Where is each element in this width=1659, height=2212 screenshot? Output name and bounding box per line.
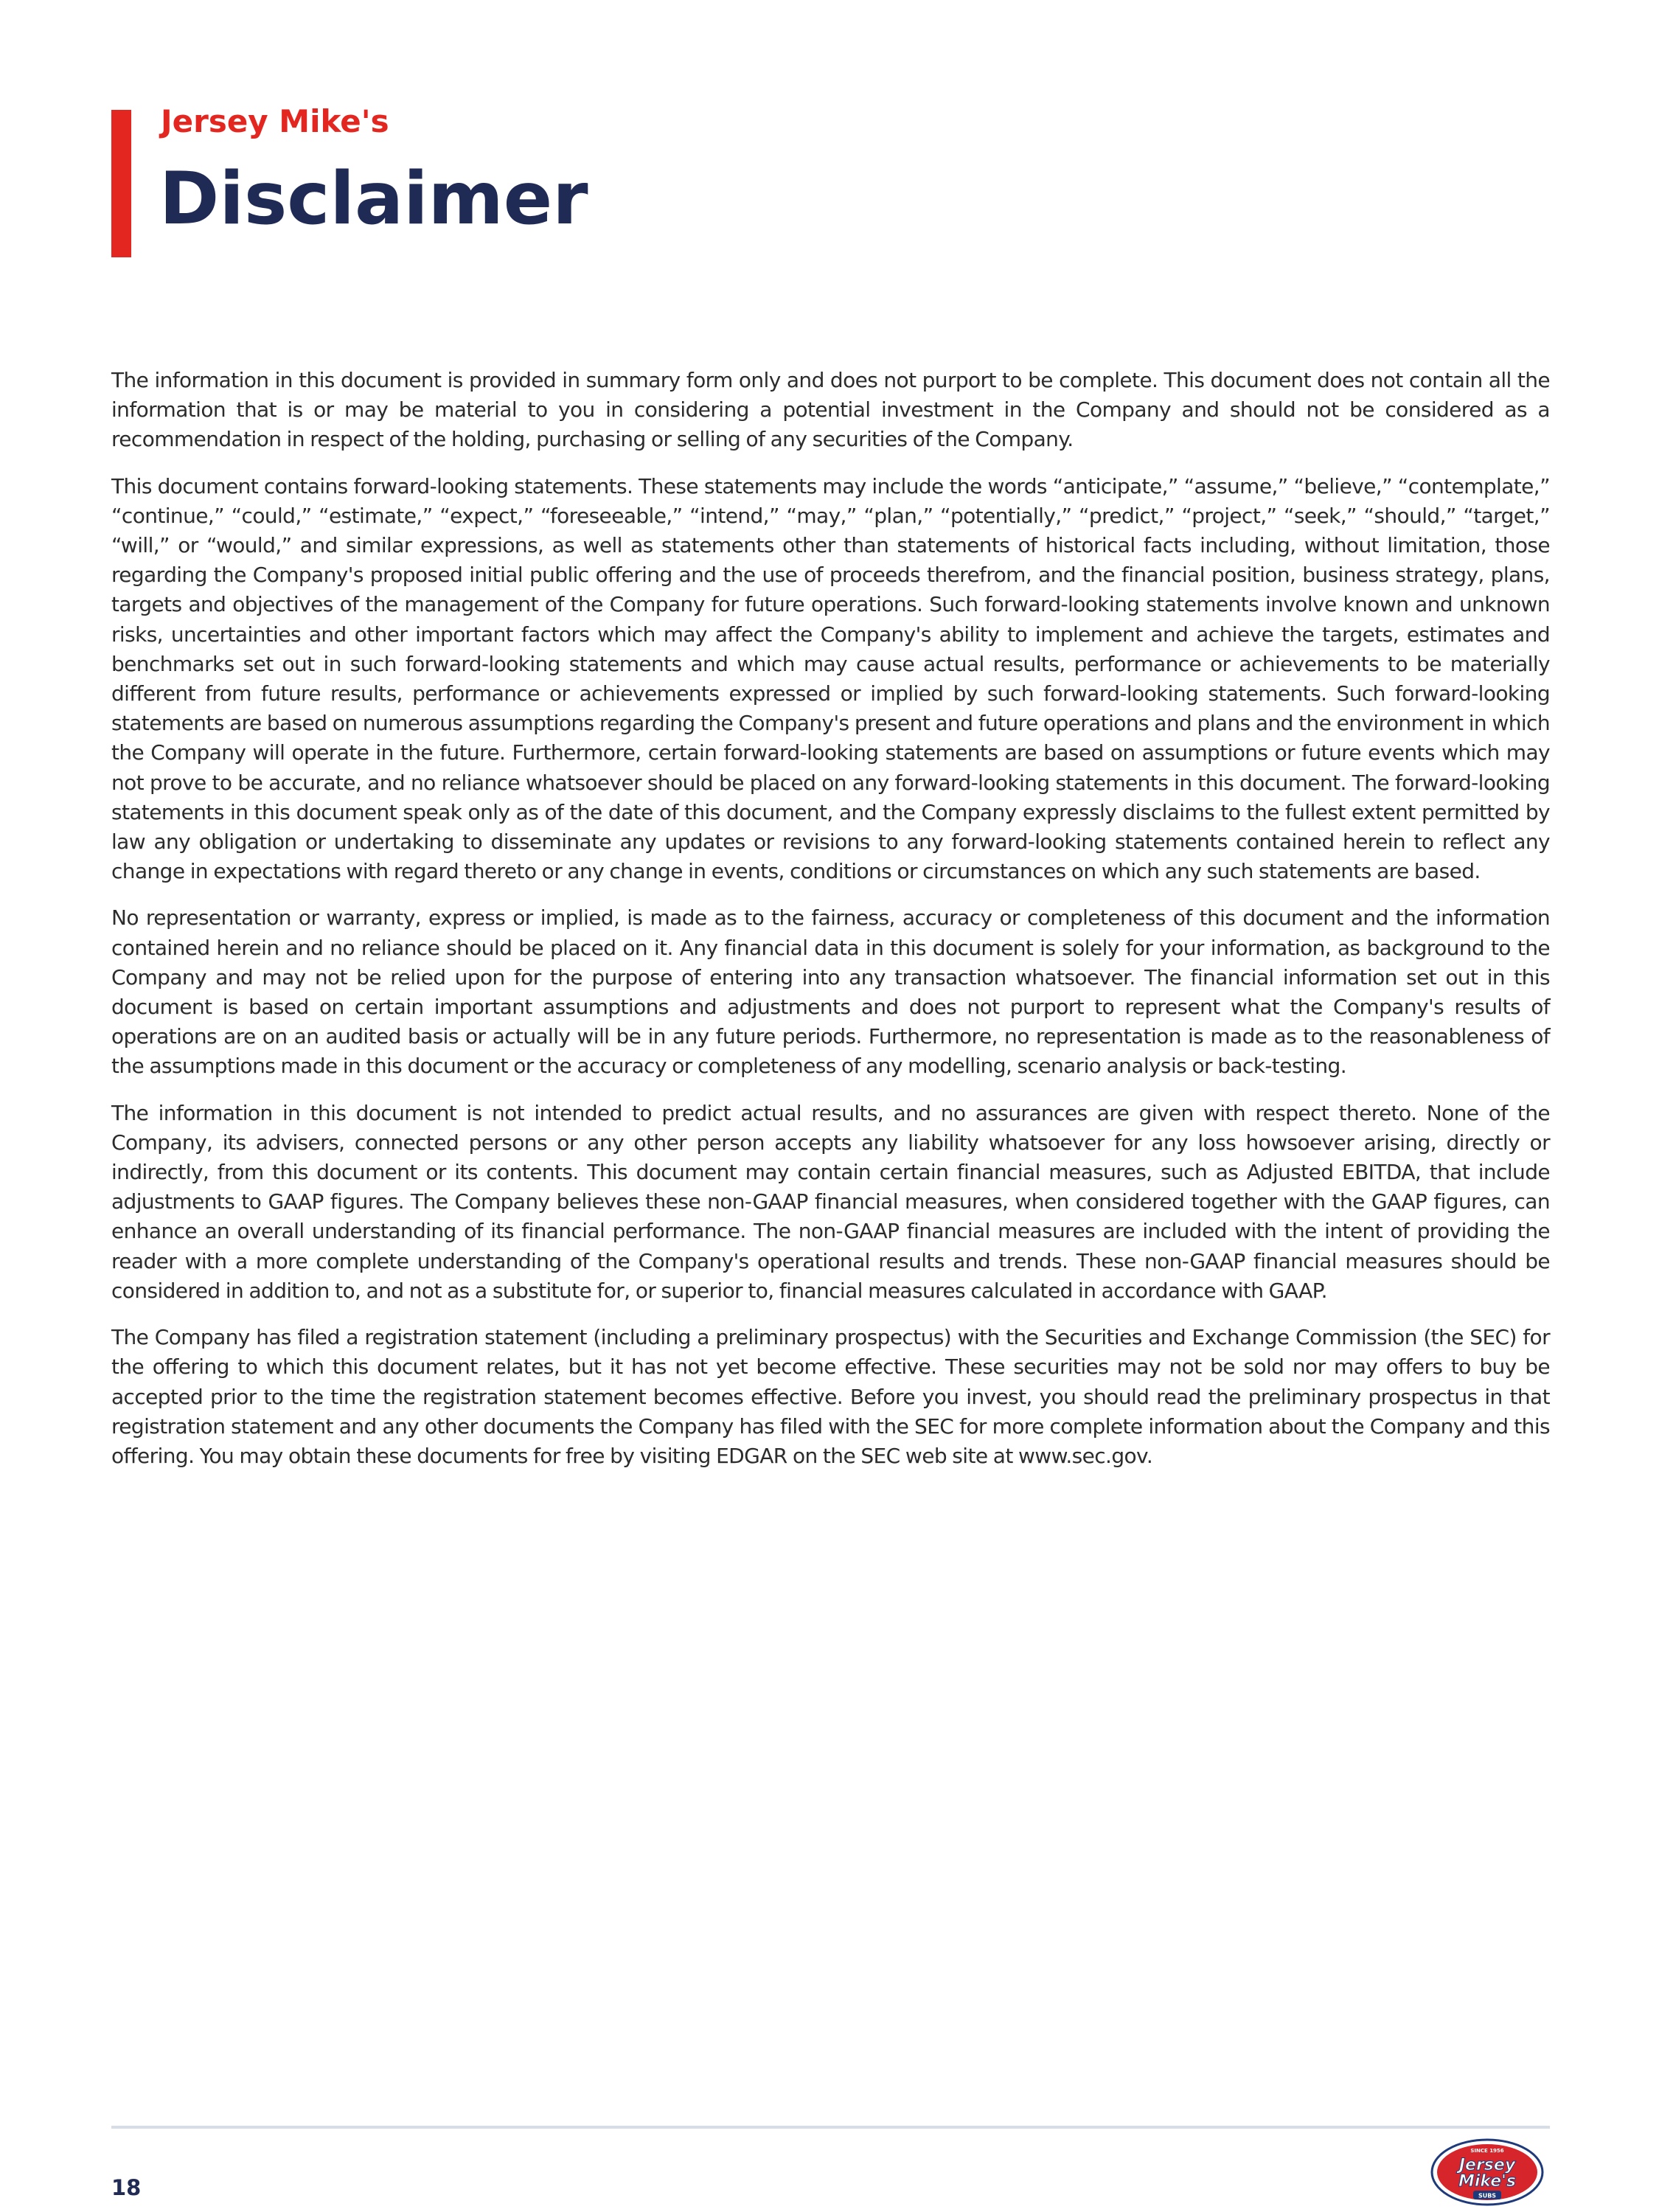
header-accent-bar [111, 110, 131, 257]
logo-line2-text: Mike's [1458, 2172, 1517, 2191]
page-number: 18 [111, 2175, 142, 2200]
disclaimer-body [111, 366, 1550, 1488]
paragraph-sec-registration: The Company has filed a registration statement (including a preliminary prospectus) with the Securities and Exchange Commission (the SEC) for the offering to which this document relates, but it has not yet become effective. These securities may not be sold nor may offers to buy be accepted prior to the time the registration statement becomes effective. Before you invest, you should read the preliminary prospectus in that registration statement and any other documents the Company has filed with the SEC for more complete information about the Company and this offering. You may obtain these documents for free by visiting EDGAR on the SEC web site at www.sec.gov. [111, 1325, 1550, 1468]
paragraph-non-gaap-measures: The information in this document is not intended to predict actual results, and no assurances are given with respect thereto. None of the Company, its advisers, connected persons or any other person accepts any liability whatsoever for any loss howsoever arising, directly or indirectly, from this document or its contents. This document may contain certain financial measures, such as Adjusted EBITDA, that include adjustments to GAAP figures. The Company believes these non-GAAP financial measures, when considered together with the GAAP figures, can enhance an overall understanding of its financial performance. The non-GAAP financial measures are included with the intent of providing the reader with a more complete understanding of the Company's operational results and trends. These non-GAAP financial measures should be considered in addition to, and not as a substitute for, or superior to, financial measures calculated in accordance with GAAP. [111, 1100, 1550, 1303]
logo-line1-text: Jersey [1458, 2156, 1516, 2174]
page-title: Disclaimer [159, 157, 588, 241]
footer-divider [111, 2126, 1550, 2129]
paragraph-forward-looking-statements: This document contains forward-looking statements. These statements may include the words “anticipate,” “assume,” “believe,” “contemplate,” “continue,” “could,” “estimate,” “expect,” “foreseeable,” “intend,” “may,” “plan,” “potentially,” “predict,” “project,” “seek,” “should,” “target,” “will,” or “would,” and similar expressions, as well as statements other than statements of historical facts including, without limitation, those regarding the Company's proposed initial public offering and the use of proceeds therefrom, and the financial position, business strategy, plans, targets and objectives of the management of the Company for future operations. Such forward-looking statements involve known and unknown risks, uncertainties and other important factors which may affect the Company's ability to implement and achieve the targets, estimates and benchmarks set out in such forward-looking statements and which may cause actual results, performance or achievements to be materially different from future results, performance or achievements expressed or implied by such forward-looking statements. Such forward-looking statements are based on numerous assumptions regarding the Company's present and future operations and plans and the environment in which the Company will operate in the future. Furthermore, certain forward-looking statements are based on assumptions or future events which may not prove to be accurate, and no reliance whatsoever should be placed on any forward-looking statements in this document. The forward-looking statements in this document speak only as of the date of this document, and the Company expressly disclaims to the fullest extent permitted by law any obligation or undertaking to disseminate any updates or revisions to any forward-looking statements contained herein to reflect any change in expectations with regard thereto or any change in events, conditions or circumstances on which any such statements are based. [111, 473, 1550, 884]
company-name-eyebrow: Jersey Mike's [161, 103, 389, 139]
logo-subs-text: SUBS [1478, 2192, 1497, 2199]
paragraph-no-representation: No representation or warranty, express or implied, is made as to the fairness, accuracy or completeness of this document and the information contained herein and no reliance should be placed on it. Any financial data in this document is solely for your information, as background to the Company and may not be relied upon for the purpose of entering into any transaction whatsoever. The financial information set out in this document is based on certain important assumptions and adjustments and does not purport to represent what the Company's results of operations are on an audited basis or actually will be in any future periods. Furthermore, no representation is made as to the reasonableness of the assumptions made in this document or the accuracy or completeness of any modelling, scenario analysis or back-testing. [111, 905, 1550, 1079]
paragraph-summary-notice: The information in this document is provided in summary form only and does not purport to be complete. This document does not contain all the information that is or may be material to you in considering a potential investment in the Company and should not be considered as a recommendation in respect of the holding, purchasing or selling of any securities of the Company. [111, 368, 1550, 452]
jersey-mikes-logo [1430, 2138, 1544, 2206]
logo-since-text: SINCE 1956 [1470, 2148, 1504, 2154]
